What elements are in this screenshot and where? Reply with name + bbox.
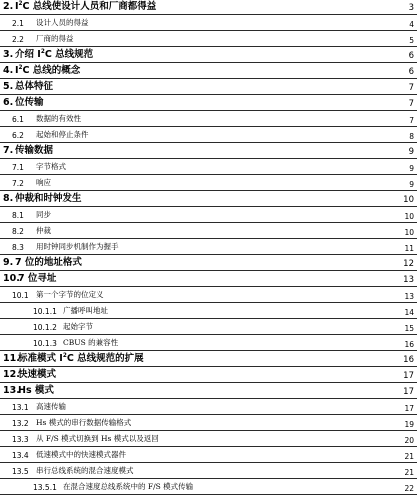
toc-entry[interactable] (0, 479, 417, 495)
toc-entry-page-number: 11 (404, 244, 414, 253)
toc-entry-page-number: 16 (404, 340, 414, 349)
toc-entry-title: 字节格式 (36, 162, 66, 171)
toc-entry-page-number: 5 (409, 36, 414, 45)
toc-entry-page-number: 15 (404, 324, 414, 333)
toc-entry-number: 13.3 (12, 435, 29, 444)
toc-entry-page-number: 14 (404, 308, 414, 317)
toc-entry-title: 仲裁 (36, 226, 51, 235)
toc-entry-page-number: 6 (408, 51, 414, 61)
toc-entry-number: 7. (3, 145, 14, 156)
toc-entry-title-prefix: 介绍 I (15, 49, 41, 60)
toc-entry-number: 10.1.3 (33, 339, 57, 348)
toc-entry-page-number: 7 (408, 99, 414, 109)
toc-entry[interactable] (0, 367, 417, 383)
toc-entry-title: 数据的有效性 (36, 114, 81, 123)
toc-entry-page-number: 16 (403, 355, 414, 365)
toc-entry[interactable] (0, 255, 417, 271)
toc-entry[interactable] (0, 191, 417, 207)
toc-entry-title: 串行总线系统的混合速度模式 (36, 466, 134, 475)
toc-entry[interactable] (0, 207, 417, 223)
toc-entry[interactable] (0, 415, 417, 431)
toc-entry-number: 2. (3, 1, 14, 12)
toc-entry-page-number: 13 (403, 275, 414, 285)
toc-entry-title (15, 46, 93, 61)
toc-entry-number: 10.1.2 (33, 323, 57, 332)
toc-entry-title: 位传输 (15, 97, 44, 108)
toc-entry-number: 7.2 (12, 179, 24, 188)
toc-entry-title: 总体特征 (15, 81, 54, 92)
toc-entry-title-superscript: 2 (40, 49, 45, 55)
toc-entry-page-number: 13 (404, 292, 414, 301)
toc-entry-page-number: 6 (408, 67, 414, 77)
toc-entry-title: 响应 (36, 178, 51, 187)
toc-entry-number: 5. (3, 81, 14, 92)
toc-entry[interactable] (0, 31, 417, 47)
toc-entry-page-number: 10 (404, 228, 414, 237)
toc-entry[interactable] (0, 239, 417, 255)
toc-entry[interactable] (0, 175, 417, 191)
toc-entry-number: 13.2 (12, 419, 29, 428)
toc-entry[interactable] (0, 223, 417, 239)
toc-entry-title: 设计人员的得益 (36, 18, 89, 27)
toc-entry[interactable] (0, 463, 417, 479)
toc-entry[interactable] (0, 0, 417, 15)
toc-entry-number: 13.4 (12, 451, 29, 460)
toc-entry-number: 10.1 (12, 291, 29, 300)
toc-entry-title-suffix: C 总线规范 (44, 49, 94, 60)
toc-entry[interactable] (0, 15, 417, 31)
toc-entry-number: 8.3 (12, 243, 24, 252)
toc-entry[interactable] (0, 95, 417, 111)
toc-entry-number: 13. (3, 385, 20, 396)
toc-entry-number: 6.2 (12, 131, 24, 140)
toc-entry[interactable] (0, 335, 417, 351)
toc-entry[interactable] (0, 111, 417, 127)
toc-entry-title-suffix: C 总线规范的扩展 (66, 353, 144, 364)
toc-entry-page-number: 7 (409, 116, 414, 125)
toc-entry-number: 4. (3, 65, 14, 76)
toc-entry-number: 2.1 (12, 19, 24, 28)
toc-entry-title (15, 0, 156, 13)
toc-entry[interactable] (0, 431, 417, 447)
toc-entry-page-number: 21 (404, 452, 414, 461)
toc-entry-number: 12. (3, 369, 20, 380)
toc-entry-number: 10.1.1 (33, 307, 57, 316)
toc-entry-title: 第一个字节的位定义 (36, 290, 104, 299)
toc-entry[interactable] (0, 47, 417, 63)
toc-entry-title-superscript: 2 (18, 1, 23, 7)
toc-entry[interactable] (0, 383, 417, 399)
toc-entry-title-prefix: I (15, 65, 19, 76)
toc-entry-title: 广播呼叫地址 (63, 306, 108, 315)
toc-entry-title: Hs 模式 (18, 385, 54, 396)
toc-entry[interactable] (0, 143, 417, 159)
toc-entry-page-number: 8 (409, 132, 414, 141)
toc-entry-title-superscript: 2 (18, 65, 23, 71)
toc-entry[interactable] (0, 303, 417, 319)
toc-entry-title: 用时钟同步机制作为握手 (36, 242, 119, 251)
toc-entry-title (15, 62, 80, 77)
toc-entry-page-number: 17 (404, 404, 414, 413)
toc-entry-title-suffix: C 总线的概念 (22, 65, 81, 76)
toc-entry[interactable] (0, 351, 417, 367)
toc-entry-page-number: 20 (404, 436, 414, 445)
toc-entry-title: 厂商的得益 (36, 34, 74, 43)
toc-entry-number: 7.1 (12, 163, 24, 172)
toc-entry[interactable] (0, 399, 417, 415)
toc-entry[interactable] (0, 447, 417, 463)
toc-entry-page-number: 9 (408, 147, 414, 157)
toc-entry-title: 同步 (36, 210, 51, 219)
toc-entry-page-number: 4 (409, 20, 414, 29)
toc-entry-number: 6. (3, 97, 14, 108)
toc-entry-page-number: 9 (409, 164, 414, 173)
toc-entry-title: 起始字节 (63, 322, 93, 331)
toc-entry[interactable] (0, 319, 417, 335)
toc-entry-title-prefix: I (15, 1, 19, 12)
toc-entry[interactable] (0, 79, 417, 95)
toc-entry-number: 2.2 (12, 35, 24, 44)
toc-entry-title-suffix: C 总线使设计人员和厂商都得益 (22, 1, 157, 12)
toc-entry-number: 13.1 (12, 403, 29, 412)
toc-entry-title: 传输数据 (15, 145, 54, 156)
toc-entry-title-superscript: 2 (62, 353, 67, 359)
toc-entry-title: 起始和停止条件 (36, 130, 89, 139)
toc-entry-title: 高速传输 (36, 402, 66, 411)
toc-entry-page-number: 17 (403, 371, 414, 381)
toc-entry-number: 8. (3, 193, 14, 204)
toc-entry-number: 6.1 (12, 115, 24, 124)
toc-entry-page-number: 10 (403, 195, 414, 205)
toc-entry-page-number: 21 (404, 468, 414, 477)
toc-entry[interactable] (0, 127, 417, 143)
toc-entry-title: 在混合速度总线系统中的 F/S 模式传输 (63, 482, 194, 491)
toc-entry[interactable] (0, 159, 417, 175)
toc-entry-number: 8.1 (12, 211, 24, 220)
toc-entry-page-number: 3 (408, 3, 414, 13)
toc-entry-title: 快速模式 (18, 369, 57, 380)
toc-entry-page-number: 7 (408, 83, 414, 93)
toc-entry-page-number: 17 (403, 387, 414, 397)
toc-entry-title: 7 位寻址 (18, 273, 57, 284)
toc-entry-title: Hs 模式的串行数据传输格式 (36, 418, 132, 427)
toc-entry-page-number: 12 (403, 259, 414, 269)
toc-entry-number: 9. (3, 257, 14, 268)
toc-entry-title: 仲裁和时钟发生 (15, 193, 82, 204)
toc-entry-title (18, 350, 144, 365)
toc-entry-title-prefix: 标准模式 I (18, 353, 63, 364)
toc-entry[interactable] (0, 287, 417, 303)
toc-entry-number: 13.5.1 (33, 483, 57, 492)
toc-entry-number: 3. (3, 49, 14, 60)
toc-entry[interactable] (0, 63, 417, 79)
toc-entry-number: 8.2 (12, 227, 24, 236)
toc-entry-page-number: 19 (404, 420, 414, 429)
toc-entry-number: 11. (3, 353, 20, 364)
toc-entry-page-number: 9 (409, 180, 414, 189)
toc-entry-title: 从 F/S 模式切换到 Hs 模式以及返回 (36, 434, 159, 443)
toc-entry-page-number: 22 (404, 484, 414, 493)
toc-entry-number: 13.5 (12, 467, 29, 476)
toc-entry-page-number: 10 (404, 212, 414, 221)
toc-entry-title: 低速模式中的快速模式器件 (36, 450, 126, 459)
toc-entry-number: 10. (3, 273, 20, 284)
toc-entry-title: CBUS 的兼容性 (63, 338, 119, 347)
toc-entry[interactable] (0, 271, 417, 287)
toc-entry-title: 7 位的地址格式 (15, 257, 82, 268)
